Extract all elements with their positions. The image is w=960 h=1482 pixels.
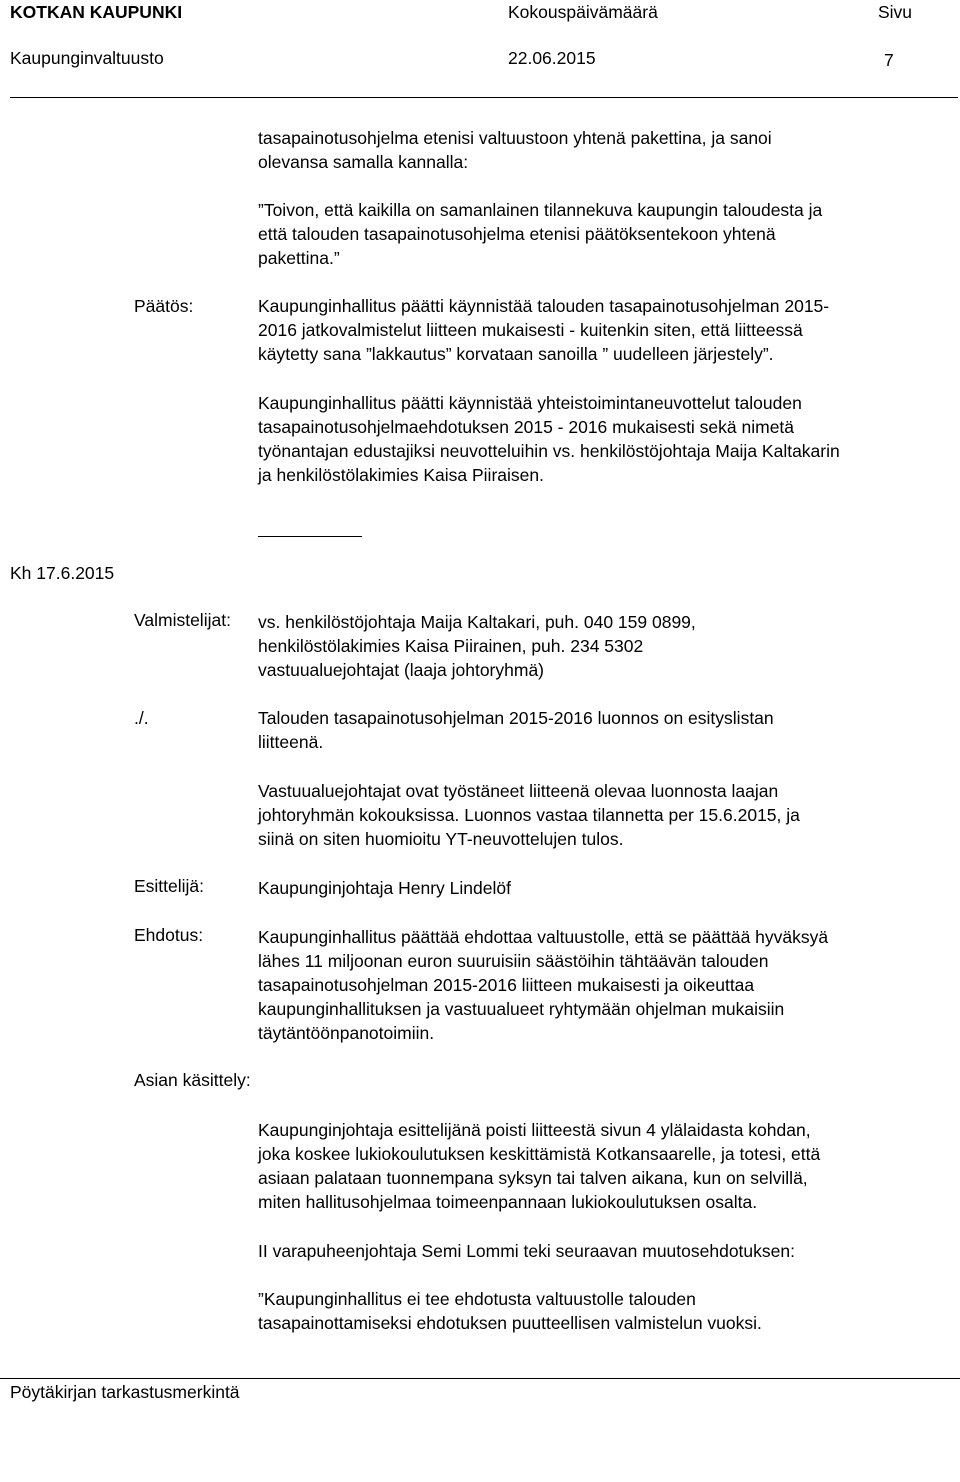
- attachment-paragraph: [258, 706, 774, 754]
- text-line: olevansa samalla kannalla:: [258, 152, 469, 172]
- text-line: kaupunginhallituksen ja vastuualueet ryhtymään ohjelman mukaisiin: [258, 999, 785, 1019]
- header-rule: [10, 97, 958, 98]
- text-line: täytäntöönpanotoimiin.: [258, 1023, 435, 1043]
- text-line: vastuualuejohtajat (laaja johtoryhmä): [258, 660, 544, 680]
- text-line: liitteenä.: [258, 732, 324, 752]
- text-line: Kaupunginhallitus päättää ehdottaa valtuustolle, että se päättää hyväksyä: [258, 927, 829, 947]
- text-line: ja henkilöstölakimies Kaisa Piiraisen.: [258, 465, 544, 485]
- handling-paragraph-1: [258, 1118, 820, 1214]
- text-line: Kaupunginhallitus päätti käynnistää talouden tasapainotusohjelman 2015-: [258, 296, 830, 316]
- text-line: vs. henkilöstöjohtaja Maija Kaltakari, puh. 040 159 0899,: [258, 612, 696, 632]
- text-line: Talouden tasapainotusohjelman 2015-2016 luonnos on esityslistan: [258, 708, 774, 728]
- handling-label: Asian käsittely:: [134, 1070, 251, 1090]
- decision-label: Päätös:: [134, 296, 194, 316]
- text-line: pakettina.”: [258, 248, 340, 268]
- preparation-note: [258, 779, 800, 851]
- presenter-value: [258, 876, 511, 900]
- intro-paragraph: [258, 126, 772, 174]
- text-line: siinä on siten huomioitu YT-neuvottelujen tulos.: [258, 829, 624, 849]
- text-line: miten hallitusohjelmaa toimeenpannaan lukiokoulutuksen osalta.: [258, 1192, 758, 1212]
- text-line: joka koskee lukiokoulutuksen keskittämistä Kotkansaarelle, ja totesi, että: [258, 1144, 821, 1164]
- text-line: tasapainotusohjelmaehdotuksen 2015 - 2016 mukaisesti sekä nimetä: [258, 417, 795, 437]
- presenter-label: Esittelijä:: [134, 876, 205, 896]
- decision-paragraph-1: [258, 294, 829, 366]
- organization-name: KOTKAN KAUPUNKI: [10, 2, 183, 22]
- page-number: 7: [884, 50, 894, 70]
- footer-rule: [0, 1378, 960, 1379]
- text-line: tasapainotusohjelman 2015-2016 liitteen mukaisesti ja oikeuttaa: [258, 975, 755, 995]
- text-line: asiaan palataan tuonnempana syksyn tai talven aikana, kun on selvillä,: [258, 1168, 808, 1188]
- handling-paragraph-2: [258, 1239, 795, 1263]
- handling-paragraph-3: [258, 1287, 762, 1335]
- text-line: tasapainotusohjelma etenisi valtuustoon yhtenä pakettina, ja sanoi: [258, 128, 772, 148]
- text-line: 2016 jatkovalmistelut liitteen mukaisesti - kuitenkin siten, että liitteessä: [258, 320, 803, 340]
- meeting-date-label: Kokouspäivämäärä: [508, 2, 658, 22]
- meeting-date: 22.06.2015: [508, 48, 596, 68]
- text-line: lähes 11 miljoonan euron suuruisiin säästöihin tähtäävän talouden: [258, 951, 769, 971]
- proposal-label: Ehdotus:: [134, 925, 204, 945]
- preparers-label: Valmistelijat:: [134, 610, 231, 630]
- decision-paragraph-2: [258, 391, 840, 487]
- text-line: työnantajan edustajiksi neuvotteluihin vs. henkilöstöjohtaja Maija Kaltakarin: [258, 441, 840, 461]
- text-line: ”Kaupunginhallitus ei tee ehdotusta valtuustolle talouden: [258, 1289, 696, 1309]
- text-line: tasapainottamiseksi ehdotuksen puutteellisen valmistelun vuoksi.: [258, 1313, 762, 1333]
- attachment-marker: ./.: [134, 708, 149, 728]
- text-line: johtoryhmän kokouksissa. Luonnos vastaa tilannetta per 15.6.2015, ja: [258, 805, 800, 825]
- text-line: Kaupunginjohtaja esittelijänä poisti liitteestä sivun 4 ylälaidasta kohdan,: [258, 1120, 811, 1140]
- board-meeting-date: Kh 17.6.2015: [10, 563, 115, 583]
- meeting-body: Kaupunginvaltuusto: [10, 48, 164, 68]
- text-line: Vastuualuejohtajat ovat työstäneet liitteenä olevaa luonnosta laajan: [258, 781, 779, 801]
- text-line: Kaupunginhallitus päätti käynnistää yhteistoimintaneuvottelut talouden: [258, 393, 802, 413]
- text-line: että talouden tasapainotusohjelma etenisi päätöksentekoon yhtenä: [258, 224, 776, 244]
- text-line: ”Toivon, että kaikilla on samanlainen tilannekuva kaupungin taloudesta ja: [258, 200, 823, 220]
- text-line: II varapuheenjohtaja Semi Lommi teki seuraavan muutosehdotuksen:: [258, 1241, 795, 1261]
- proposal-paragraph: [258, 925, 828, 1045]
- preparers-paragraph: [258, 610, 696, 682]
- quote-paragraph: [258, 198, 822, 270]
- page-label: Sivu: [878, 2, 913, 22]
- review-mark-label: Pöytäkirjan tarkastusmerkintä: [10, 1382, 240, 1402]
- text-line: käytetty sana ”lakkautus” korvataan sanoilla ” uudelleen järjestely”.: [258, 344, 774, 364]
- section-divider: [258, 536, 362, 537]
- text-line: henkilöstölakimies Kaisa Piirainen, puh. 234 5302: [258, 636, 644, 656]
- text-line: Kaupunginjohtaja Henry Lindelöf: [258, 878, 511, 898]
